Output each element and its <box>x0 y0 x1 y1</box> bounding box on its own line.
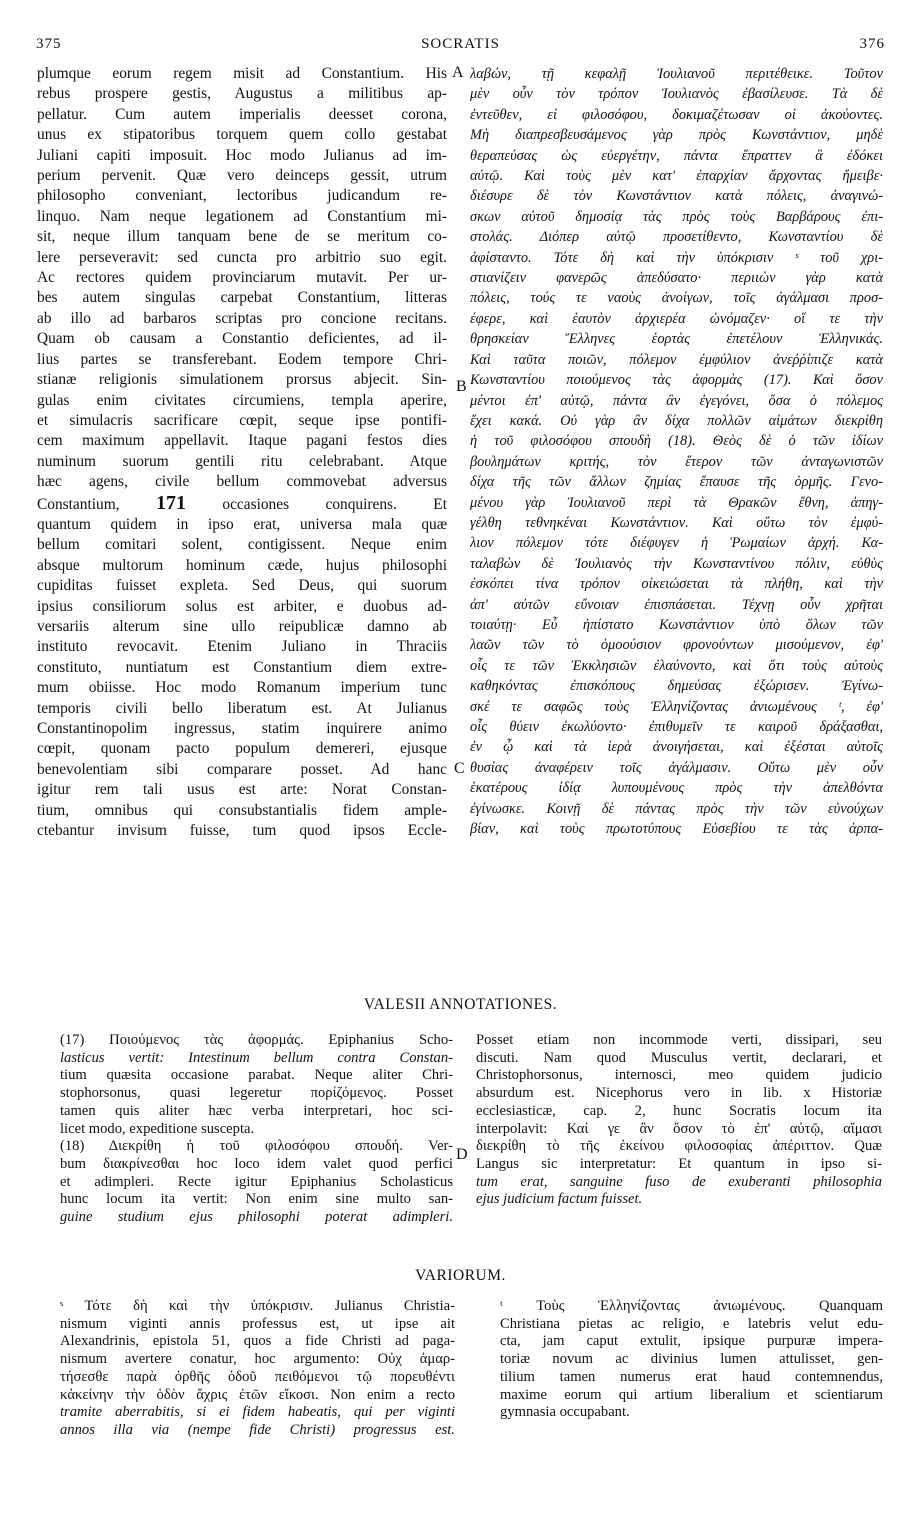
note-line: tilium tamen numerus erat haud contemnendus, <box>500 1368 883 1385</box>
greek-line: λαβών, τῇ κεφαλῇ Ἰουλιανοῦ περιτέθεικε. Τοῦτον <box>470 66 883 82</box>
latin-line: quantum quidem in ipso erat, universa mala quæ <box>37 515 447 533</box>
greek-line: ἐγίνωσκε. Κοινῇ δὲ πάντας πρὸς τὴν τῶν εὐνούχων <box>470 800 883 817</box>
greek-line: λιον πόλεμον τότε διέφυγεν ἡ Ῥωμαίων ἀρχή. Κα- <box>470 535 883 552</box>
latin-line-with-page-number <box>37 493 447 515</box>
latin-line: rebus prospere gestis, Augustus a militibus ap- <box>37 85 447 103</box>
note-line: Christiana pietas ac religio, e latebris velut edu- <box>500 1315 883 1332</box>
note-line: τήσεσθε παρὰ ὀρθῆς ὁδοῦ πειθόμενοι τῷ πορευθέντι <box>60 1368 455 1385</box>
latin-line: Quam ob causam a Constantio deficientes, ad il- <box>37 330 447 348</box>
note-line: (18) Διεκρίθη ἡ τοῦ φιλοσόφου σπουδή. Ver- <box>60 1138 453 1155</box>
greek-line: έφερε, καὶ ἑαυτὸν ἀρχιερέα ὠνόμαζεν· οἵ τε τὴν <box>470 310 883 327</box>
greek-line: διέσυρε δὲ τὸν Κωνστάντιον κατὰ πόλεις, ἀναγινώ- <box>470 188 883 205</box>
note-line: absurdum est. Nicephorus vero in lib. x Historiæ <box>476 1085 882 1102</box>
greek-line: ἀπ' αὐτῶν εὔνοιαν ἐπισπάσεται. Τέχνῃ οὖν χρῆται <box>470 596 883 613</box>
latin-line: ctebantur invisum fuisse, tum quod ipsos Eccle- <box>37 822 447 840</box>
latin-line: ipsius consiliorum solus est arbiter, e duobus ad- <box>37 597 447 615</box>
note-line: ᵗ Τοὺς Ἑλληνίζοντας ἀνιωμένους. Quanquam <box>500 1298 883 1314</box>
latin-line: pellatur. Cum autem imperialis deesset corona, <box>37 105 447 123</box>
latin-line: linquo. Nam neque legationem ad Constantium mi- <box>37 207 447 225</box>
note-line: tum erat, sanguine fuso de exuberanti philosophia <box>476 1173 882 1190</box>
latin-line: bes autem singulas carpebat Constantium, litteras <box>37 289 447 307</box>
greek-line: θυσίας ἀναφέρειν τοῖς ἀγάλμασιν. Οὕτω μὲν οὖν <box>470 759 883 776</box>
note-line: licet modo, expeditione suscepta. <box>60 1120 255 1137</box>
running-title: SOCRATIS <box>421 36 500 52</box>
margin-marker-d: D <box>456 1146 468 1163</box>
latin-line: perium pervenit. Quæ vero deinceps gessit, utrum <box>37 167 447 185</box>
note-line: Christophorsonus, internosci, meo quidem judicio <box>476 1067 882 1084</box>
margin-marker-c: C <box>454 760 465 777</box>
latin-line: unus ex stipatoribus torquem quem collo gestabat <box>37 126 447 144</box>
note-line: stophorsonus, quasi legeretur πορίζόμενος. Posset <box>60 1085 453 1102</box>
note-line: διεκρίθη τὸ τῆς ἐκείνου φιλοσοφίας ἀπέριττον. Quæ <box>476 1138 882 1155</box>
greek-line: καθηκόντας ἐπισκόπους δημεύσας ἐξώρισεν. Ἐγίνω- <box>470 678 883 695</box>
note-line: cta, jam caput extulit, ipsique purpuræ impera- <box>500 1333 883 1350</box>
note-line: nismum viginti annis professus est, ut ipse ait <box>60 1315 455 1332</box>
greek-line: ταλαβὼν δὲ Ἰουλιανὸς τὴν Κωνσταντίνου πόλιν, εὐθὺς <box>470 555 883 572</box>
note-line: (17) Ποιούμενος τὰς ἀφορμάς. Epiphanius Scho- <box>60 1032 453 1048</box>
greek-line: πόλεις, τούς τε ναοὺς ἀνοίγων, τοῖς ἀγάλμασι προσ- <box>470 290 883 307</box>
note-line: guine studium ejus philosophi poterat adimpleri. <box>60 1209 453 1226</box>
latin-line: ab illo ad barbaros scriptas pro concione recitans. <box>37 309 447 327</box>
note-line: gymnasia occupabant. <box>500 1404 630 1421</box>
latin-line-part: occasiones conquirens. Et <box>222 495 447 513</box>
latin-line: lius partes se transferebant. Eodem tempore Chri- <box>37 350 447 368</box>
note-line: lasticus vertit: Intestinum bellum contra Constan- <box>60 1049 453 1066</box>
latin-line: plumque eorum regem misit ad Constantium. His <box>37 65 447 82</box>
note-line: ˢ Τότε δὴ καὶ τὴν ὑπόκρισιν. Julianus Christia- <box>60 1298 455 1314</box>
latin-line: cem maximum appellavit. Itaque pagani festos dies <box>37 432 447 450</box>
greek-line: οἷς θύειν ἐκωλύοντο· ἐπιθυμεῖν τε καιροῦ δράξασθαι, <box>470 719 883 735</box>
greek-line: θεραπεύσας ὡς εὐεργέτην, πάντα ἔπραττεν ἃ ἐδόκει <box>470 147 883 164</box>
greek-line: Καὶ ταῦτα ποιῶν, πόλεμον ἐμφύλιον ἀνεῤῥίπιζε κατὰ <box>470 351 883 368</box>
greek-line: μέντοι ἐπ' αὐτῷ, πάντα ἂν ἐγεγόνει, ὅσα ὁ πόλεμος <box>470 392 883 409</box>
latin-line: Juliani capiti imposuit. Hoc modo Julianus ad im- <box>37 146 447 164</box>
note-line: hunc locum ita vertit: Non enim sine multo san- <box>60 1191 453 1208</box>
variorum-notes-left <box>60 1298 455 1440</box>
latin-line: versariis alterum sine ullo reipublicæ damno ab <box>37 617 447 635</box>
note-line: nismum avertere conatur, hoc argumento: Οὐχ ἁμαρ- <box>60 1351 455 1368</box>
greek-line: γέλθη τεθνηκέναι Κωνστάντιον. Καὶ οὕτω τὸν ἐμφύ- <box>470 514 883 531</box>
latin-line: sit, neque illum tanquam bene de se meritum co- <box>37 228 447 246</box>
latin-line: et simulacris sacrificare cœpit, seque ipse pontifi- <box>37 411 447 429</box>
greek-line: δίχα τῆς τῶν ἄλλων ζημίας ἔπαυσε τῆς ὁρμῆς. Γενο- <box>470 474 883 491</box>
note-line: ecclesiasticæ, cap. 2, hunc Socratis locum ita <box>476 1102 882 1119</box>
valesii-heading: VALESII ANNOTATIONES. <box>363 996 558 1013</box>
valesii-notes-left <box>60 1032 453 1227</box>
note-line: tramite aberrabitis, si ei fidem habeatis, qui per viginti <box>60 1404 455 1421</box>
latin-line: lere perseveravit: sed cuncta pro arbitrio suo egit. <box>37 248 447 266</box>
greek-line: ἔχει κακά. Οὐ γὰρ ἂν δίχα πολλῶν αἱμάτων διεκρίθη <box>470 412 883 429</box>
right-page-number: 376 <box>859 36 885 52</box>
variorum-heading: VARIORUM. <box>415 1267 506 1284</box>
note-line: Langus sic interpretatur: Et quantum in ipso si- <box>476 1155 882 1172</box>
greek-line: ἐσκόπει τίνα τρόπον οἰκειώσεται τὰ πλήθη, καὶ τὴν <box>470 576 883 593</box>
greek-line: ἐν ᾧ καὶ τὰ ἱερὰ ἀνοιγήσεται, καὶ ἐξέσται αὐτοῖς <box>470 739 883 756</box>
latin-line: cupiditas fuisset expleta. Sed Deus, qui suorum <box>37 577 447 595</box>
latin-line: hæc agens, civile bellum commovebat adversus <box>37 473 447 491</box>
latin-line: tium, omnibus qui consubstantialis fidem ample- <box>37 801 447 819</box>
greek-line: σκων αὐτοῦ δημοσίᾳ τὰς πρὸς τοὺς Βαρβάρους ἐπι- <box>470 208 883 225</box>
note-line: ejus judicium factum fuisset. <box>476 1191 643 1208</box>
latin-line: igitur rem tali usus est arte: Norat Constan- <box>37 781 447 799</box>
greek-line: ἐντεῦθεν, εἰ φιλοσόφου, δοκιμαζέτωσαν οἱ ἀκούοντες. <box>470 106 883 123</box>
greek-line: στολάς. Διόπερ αὐτῷ προσετίθεντο, Κωνσταντίου δὲ <box>470 229 883 246</box>
margin-marker-b: B <box>456 378 467 395</box>
greek-line: σκέ τε σαφῶς τοὺς Ἑλληνίζοντας ἀνιωμένους ᵗ, ἐφ' <box>470 698 883 715</box>
greek-line: θρησκείαν Ἕλληνες ἑορτὰς ἐπετέλουν Ἑλληνικάς. <box>470 331 883 348</box>
latin-column <box>37 64 447 841</box>
note-line: Alexandrinis, epistola 51, quos a fide Christi ad paga- <box>60 1333 455 1350</box>
latin-line: benevolentiam sibi comparare posset. Ad hanc <box>37 760 447 778</box>
latin-line: bellum comitari solent, contigissent. Neque enim <box>37 536 447 554</box>
greek-column <box>470 64 883 839</box>
greek-line: στιανίζειν φανερῶς ἀπεδύσατο· περιιὼν γὰρ κατὰ <box>470 270 883 287</box>
note-line: tamen quis aliter hæc verba interpretari, hoc sci- <box>60 1102 453 1119</box>
latin-line: philosopho conveniant, lectoribus judicandum re- <box>37 187 447 205</box>
valesii-notes-right <box>476 1032 882 1209</box>
latin-line: temporis civili bello liberatum est. At Julianus <box>37 699 447 717</box>
greek-line: μένου γὰρ Ἰουλιανοῦ περὶ τὰ Θρακῶν ἔθνη, ἀπηγ- <box>470 494 883 511</box>
variorum-notes-right <box>500 1298 883 1422</box>
note-line: bum διακρίνεσθαι hoc loco idem valet quod perfici <box>60 1155 453 1172</box>
greek-line: λαῶν τῶν τὸ ὁμοούσιον φρονούντων μισούμενον, ἐφ' <box>470 637 883 654</box>
note-line: discuti. Nam quod Musculus vertit, declarari, et <box>476 1049 882 1066</box>
latin-line: absque multorum hominum cæde, hujus philosophi <box>37 556 447 574</box>
greek-line: Μὴ διαπρεσβευσάμενος γὰρ πρὸς Κωνστάντιον, μηδὲ <box>470 127 883 144</box>
latin-line: constituto, nuntiatum est Constantium diem extre- <box>37 658 447 676</box>
latin-line: instituto revocavit. Etenim Juliano in Thraciis <box>37 638 447 656</box>
inline-page-number: 171 <box>155 492 186 514</box>
greek-line: ἑκατέρους ἰδίᾳ λυπουμένους πρὸς τὴν ἀπελθόντα <box>470 780 883 797</box>
latin-line: stianæ religionis simulationem prorsus abjecit. Sin- <box>37 371 447 389</box>
greek-line: τοιαύτῃ· Εὖ ἠπίστατο Κωνστάντιον ὑπὸ ὅλων τῶν <box>470 616 883 633</box>
note-line: interpolavit: Καί γε ἂν ὅσον τὸ ἐπ' αὐτῷ, αἵμασι <box>476 1120 882 1137</box>
greek-line: ἀφίσταντο. Τότε δὴ καὶ τὴν ὑπόκρισιν ˢ τοῦ χρι- <box>470 249 883 266</box>
latin-line: numinum suorum gentili ritu celebrabant. Atque <box>37 452 447 470</box>
latin-line: cœpit, quonam pacto populum demereri, ejusque <box>37 740 447 758</box>
note-line: tium quæsita occasione parabat. Neque aliter Chri- <box>60 1067 453 1084</box>
greek-line: αὐτῷ. Καὶ τοὺς μὲν κατ' ἐπαρχίαν ἄρχοντας ἤμειβε· <box>470 168 883 185</box>
left-page-number: 375 <box>36 36 62 52</box>
greek-line: Κωνσταντίου ποιούμενος τὰς ἀφορμὰς (17). Καὶ ὅσον <box>470 372 883 389</box>
note-line: Posset etiam non incommode verti, dissipari, seu <box>476 1032 882 1048</box>
latin-line: Constantinopolim ingressus, statim inquirere animo <box>37 720 447 737</box>
latin-line-part: Constantium, <box>37 495 120 513</box>
greek-line: οἷς τε τῶν Ἐκκλησιῶν ἐλαύνοντο, καὶ ὅτι τοὺς αὐτοὺς <box>470 657 883 674</box>
greek-line: βίαν, καὶ τοὺς πρωτοτύπους Εὐσεβίου τε τὰς ἁρπα- <box>470 821 883 838</box>
greek-line: βουλημάτων κριτής, τὸν ἕτερον τῶν ἀνταγωνιστῶν <box>470 453 883 470</box>
latin-line: mum obiisse. Hoc modo Romanum imperium tunc <box>37 679 447 697</box>
note-line: toriæ novum ac divinius lumen attulisset, gen- <box>500 1351 883 1368</box>
latin-line: Ac rectores quidem provinciarum mutavit. Per ur- <box>37 269 447 287</box>
greek-line: μὲν οὖν τὸν τρόπον Ἰουλιανὸς ἐβασίλευσε. Τὰ δὲ <box>470 86 883 103</box>
margin-marker-a: A <box>452 64 464 81</box>
note-line: annos illa via (nempe fide Christi) progressus est. <box>60 1421 455 1438</box>
latin-line: gulas enim civitates circumiens, templa aperire, <box>37 391 447 409</box>
note-line: maxime eorum qui artium liberalium et scientiarum <box>500 1386 883 1403</box>
greek-line: ἡ τοῦ φιλοσόφου σπουδὴ (18). Θεὸς δὲ ὁ τῶν ἰδίων <box>470 433 883 450</box>
note-line: et adimpleri. Recte igitur Epiphanius Scholasticus <box>60 1173 453 1190</box>
note-line: κἀκείνην τὴν ὁδὸν ἄχρις ἐτῶν εἴκοσι. Non enim a recto <box>60 1386 455 1403</box>
